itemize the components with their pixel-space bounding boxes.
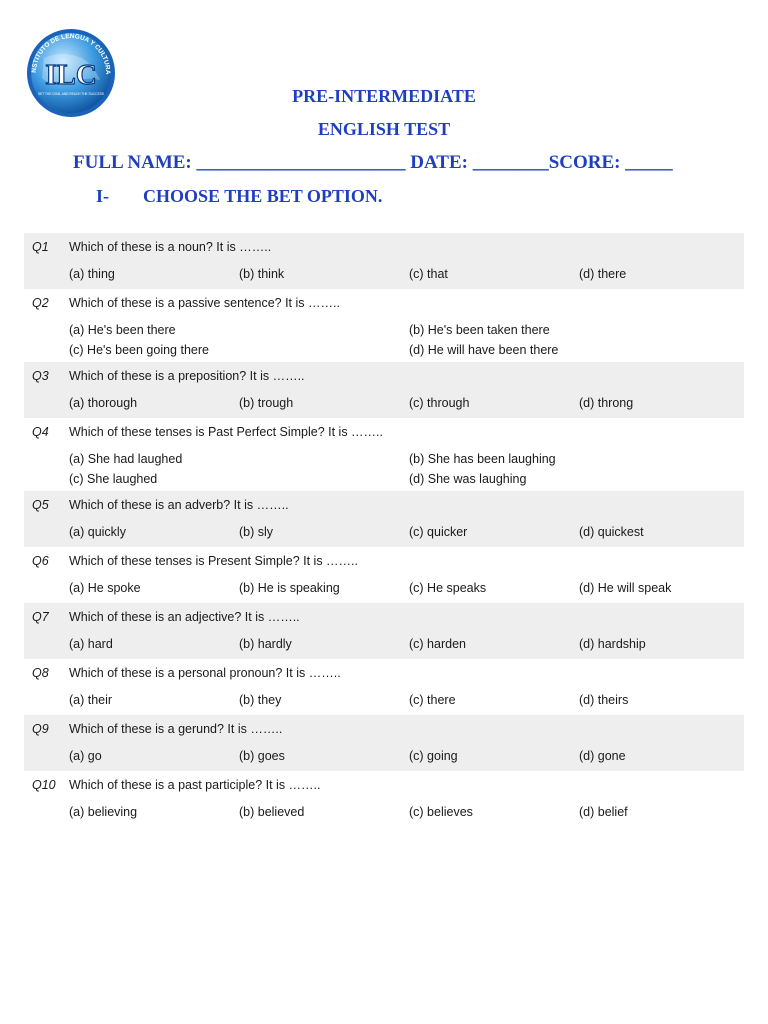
option-c: (c) She laughed [69,472,158,486]
option-d: (d) He will have been there [409,343,559,357]
question-q7 [24,603,744,659]
option-d: (d) She was laughing [409,472,527,486]
question-number: Q7 [32,610,49,624]
section-title: CHOOSE THE BET OPTION. [143,186,383,206]
option-a: (a) quickly [69,525,126,539]
question-q3 [24,362,744,418]
option-a: (a) She had laughed [69,452,183,466]
option-d: (d) there [579,267,627,281]
logo-tagline: SET THE GOAL AND REACH THE SUCCESS [38,92,104,96]
option-b: (b) sly [239,525,274,539]
option-c: (c) that [409,267,448,281]
question-number: Q4 [32,425,49,439]
question-text: Which of these is a personal pronoun? It is …….. [69,666,341,680]
option-b: (b) trough [239,396,294,410]
question-text: Which of these is a preposition? It is …….. [69,369,305,383]
option-d: (d) gone [579,749,626,763]
option-b: (b) believed [239,805,305,819]
option-d: (d) throng [579,396,634,410]
option-b: (b) they [239,693,282,707]
option-b: (b) goes [239,749,285,763]
option-c: (c) He's been going there [69,343,209,357]
option-c: (c) He speaks [409,581,487,595]
option-a: (a) thing [69,267,115,281]
question-number: Q1 [32,240,49,254]
option-b: (b) She has been laughing [409,452,556,466]
option-a: (a) He's been there [69,323,176,337]
option-a: (a) He spoke [69,581,141,595]
option-d: (d) He will speak [579,581,672,595]
option-c: (c) going [409,749,458,763]
question-q5 [24,491,744,547]
option-b: (b) He's been taken there [409,323,550,337]
question-text: Which of these is a noun? It is …….. [69,240,272,254]
question-text: Which of these is a gerund? It is …….. [69,722,283,736]
option-a: (a) hard [69,637,113,651]
option-c: (c) harden [409,637,466,651]
question-text: Which of these is a past participle? It is …….. [69,778,321,792]
option-d: (d) hardship [579,637,646,651]
question-q4 [24,418,744,491]
option-b: (b) He is speaking [239,581,340,595]
question-number: Q2 [32,296,49,310]
option-a: (a) believing [69,805,138,819]
question-text: Which of these is an adjective? It is …….. [69,610,300,624]
question-q2 [24,289,744,362]
option-b: (b) hardly [239,637,292,651]
question-q1 [24,233,744,289]
option-a: (a) thorough [69,396,138,410]
section-heading [96,186,382,207]
student-info-line: FULL NAME: ______________________ DATE: ________SCORE: _____ [73,152,673,173]
question-text: Which of these is a passive sentence? It is …….. [69,296,340,310]
option-d: (d) belief [579,805,628,819]
option-c: (c) believes [409,805,473,819]
question-number: Q8 [32,666,49,680]
question-q6 [24,547,744,603]
option-b: (b) think [239,267,285,281]
option-a: (a) their [69,693,113,707]
option-c: (c) quicker [409,525,468,539]
logo-ring-text: NSTITUTO DE LENGUA Y CULTURA [30,32,112,75]
option-d: (d) quickest [579,525,644,539]
logo-initials: ILC [45,59,97,91]
section-number: I- [96,186,109,206]
question-text: Which of these tenses is Present Simple? It is …….. [69,554,359,568]
question-number: Q10 [32,778,56,792]
question-q8 [24,659,744,715]
test-level-title: PRE-INTERMEDIATE [292,86,476,106]
test-name-title: ENGLISH TEST [317,119,451,139]
question-number: Q3 [32,369,49,383]
question-text: Which of these is an adverb? It is …….. [69,498,289,512]
option-d: (d) theirs [579,693,629,707]
question-list [24,233,744,827]
option-a: (a) go [69,749,102,763]
question-number: Q9 [32,722,49,736]
option-c: (c) through [409,396,470,410]
question-q9 [24,715,744,771]
question-q10 [24,771,744,827]
question-number: Q6 [32,554,49,568]
question-number: Q5 [32,498,49,512]
option-c: (c) there [409,693,456,707]
question-text: Which of these tenses is Past Perfect Simple? It is …….. [69,425,384,439]
